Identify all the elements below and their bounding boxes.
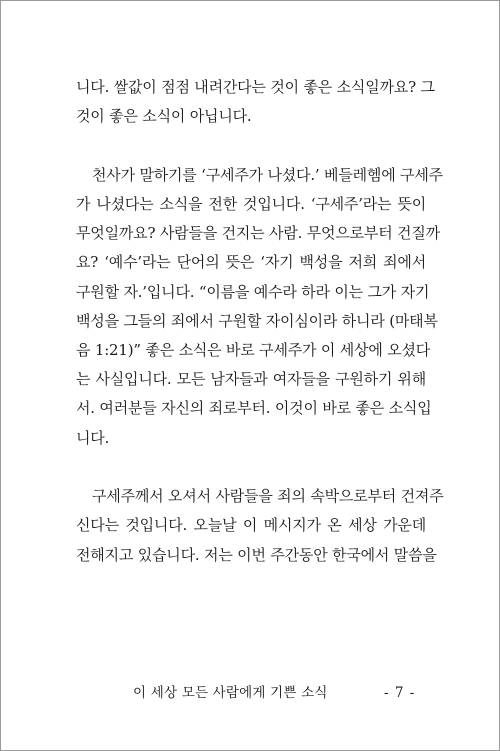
text-line: 는 사실입니다. 모든 남자들과 여자들을 구원하기 위해 xyxy=(76,370,426,389)
text-line: 백성을 그들의 죄에서 구원할 자이심이라 하니라 (마태복 xyxy=(76,311,438,330)
body-text xyxy=(76,73,444,570)
paragraph-3 xyxy=(76,482,444,570)
paragraph-2 xyxy=(76,161,443,453)
text-line: 것이 좋은 소식이 아닙니다. xyxy=(76,107,252,126)
text-line: 가 나셨다는 소식을 전한 것입니다. ‘구세주’라는 뜻이 xyxy=(76,195,426,214)
text-line: 구세주께서 오셔서 사람들을 죄의 속박으로부터 건져주 xyxy=(92,487,444,506)
paragraph-1 xyxy=(76,73,435,131)
footer-book-title: 이 세상 모든 사람에게 기쁜 소식 xyxy=(133,685,328,701)
page-footer xyxy=(0,681,500,705)
text-line: 요? ‘예수’라는 단어의 뜻은 ‘자기 백성을 저희 죄에서 xyxy=(76,253,426,272)
text-line: 무엇일까요? 사람들을 건지는 사람. 무엇으로부터 건질까 xyxy=(76,224,440,243)
text-line: 천사가 말하기를 ‘구세주가 나셨다.’ 베들레헴에 구세주 xyxy=(92,165,443,184)
text-line: 신다는 것입니다. 오늘날 이 메시지가 온 세상 가운데 xyxy=(76,516,426,535)
text-line: 서. 여러분들 자신의 죄로부터. 이것이 바로 좋은 소식입 xyxy=(76,399,432,418)
text-line: 구원할 자.’입니다. “이름을 예수라 하라 이는 그가 자기 xyxy=(76,282,430,301)
text-line: 음 1:21)” 좋은 소식은 바로 구세주가 이 세상에 오셨다 xyxy=(76,341,431,359)
footer-page-number: - 7 - xyxy=(384,685,416,701)
text-line: 전해지고 있습니다. 저는 이번 주간동안 한국에서 말씀을 xyxy=(76,545,437,564)
text-line: 니다. xyxy=(76,428,110,447)
text-line: 니다. 쌀값이 점점 내려간다는 것이 좋은 소식일까요? 그 xyxy=(76,78,435,96)
